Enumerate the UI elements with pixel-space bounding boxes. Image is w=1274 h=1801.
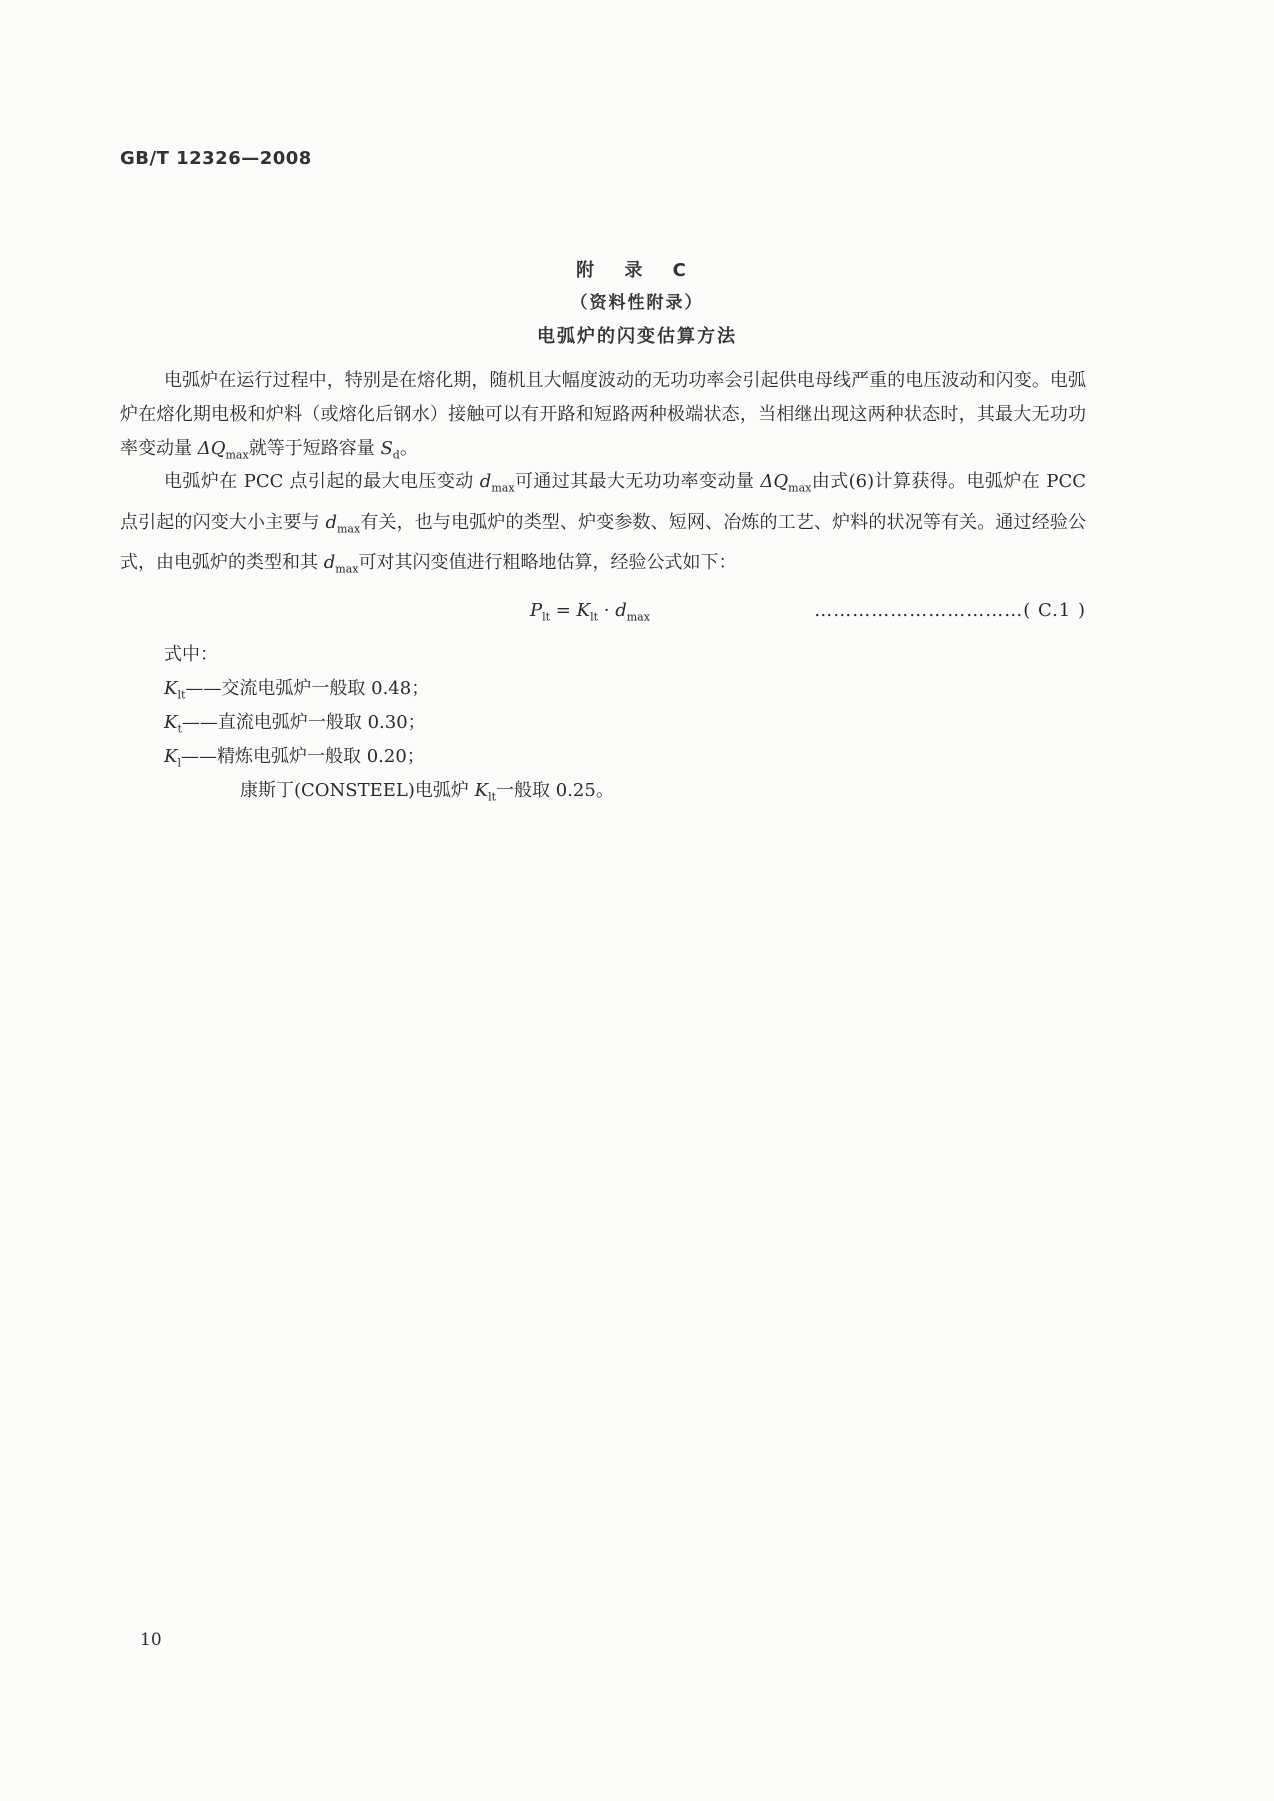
annex-type: （资料性附录） [570, 293, 704, 313]
formula-expression: $P_{lt} = K_{lt} \cdot d_{max}$ [530, 600, 650, 624]
equation-number: ……………………………( C.1 ) [814, 600, 1086, 621]
formula-c1 [120, 600, 1086, 634]
definition-item: $K_{lt}——$交流电弧炉一般取 0.48； [164, 678, 430, 702]
paragraph-2: 电弧炉在 PCC 点引起的最大电压变动 $d_{max}$可通过其最大无功功率变动量 $\Delta Q_{max}$由式(6)计算获得。电弧炉在 PCC 点引起的闪变大小主要与 $d_{max}$有关，也与电弧炉的类型、炉变参数、短网、冶炼的工艺、炉料的状况等有关。通过经验公式，由电弧炉的类型和其 $d_{max}$可对其闪变值进行粗略地估算，经验公式如下： [120, 471, 1086, 576]
definition-item-consteel: 康斯丁(CONSTEEL)电弧炉 $K_{lt}$一般取 0.25。 [240, 780, 614, 804]
paragraph-1: 电弧炉在运行过程中，特别是在熔化期，随机且大幅度波动的无功功率会引起供电母线严重的电压波动和闪变。电弧炉在熔化期电极和炉料（或熔化后钢水）接触可以有开路和短路两种极端状态，当相继出现这两种状态时，其最大无功功率变动量 $\Delta Q_{max}$就等于短路容量 $S_d$。 [120, 370, 1086, 462]
definition-item: $K_t——$直流电弧炉一般取 0.30； [164, 712, 426, 736]
annex-title: 电弧炉的闪变估算方法 [537, 326, 737, 347]
definition-item: $K_l——$精炼电弧炉一般取 0.20； [164, 746, 425, 770]
annex-label: 附 录 C [576, 260, 698, 281]
standard-code: GB/T 12326—2008 [120, 148, 312, 169]
where-label: 式中： [164, 644, 218, 665]
page-number: 10 [140, 1630, 162, 1650]
